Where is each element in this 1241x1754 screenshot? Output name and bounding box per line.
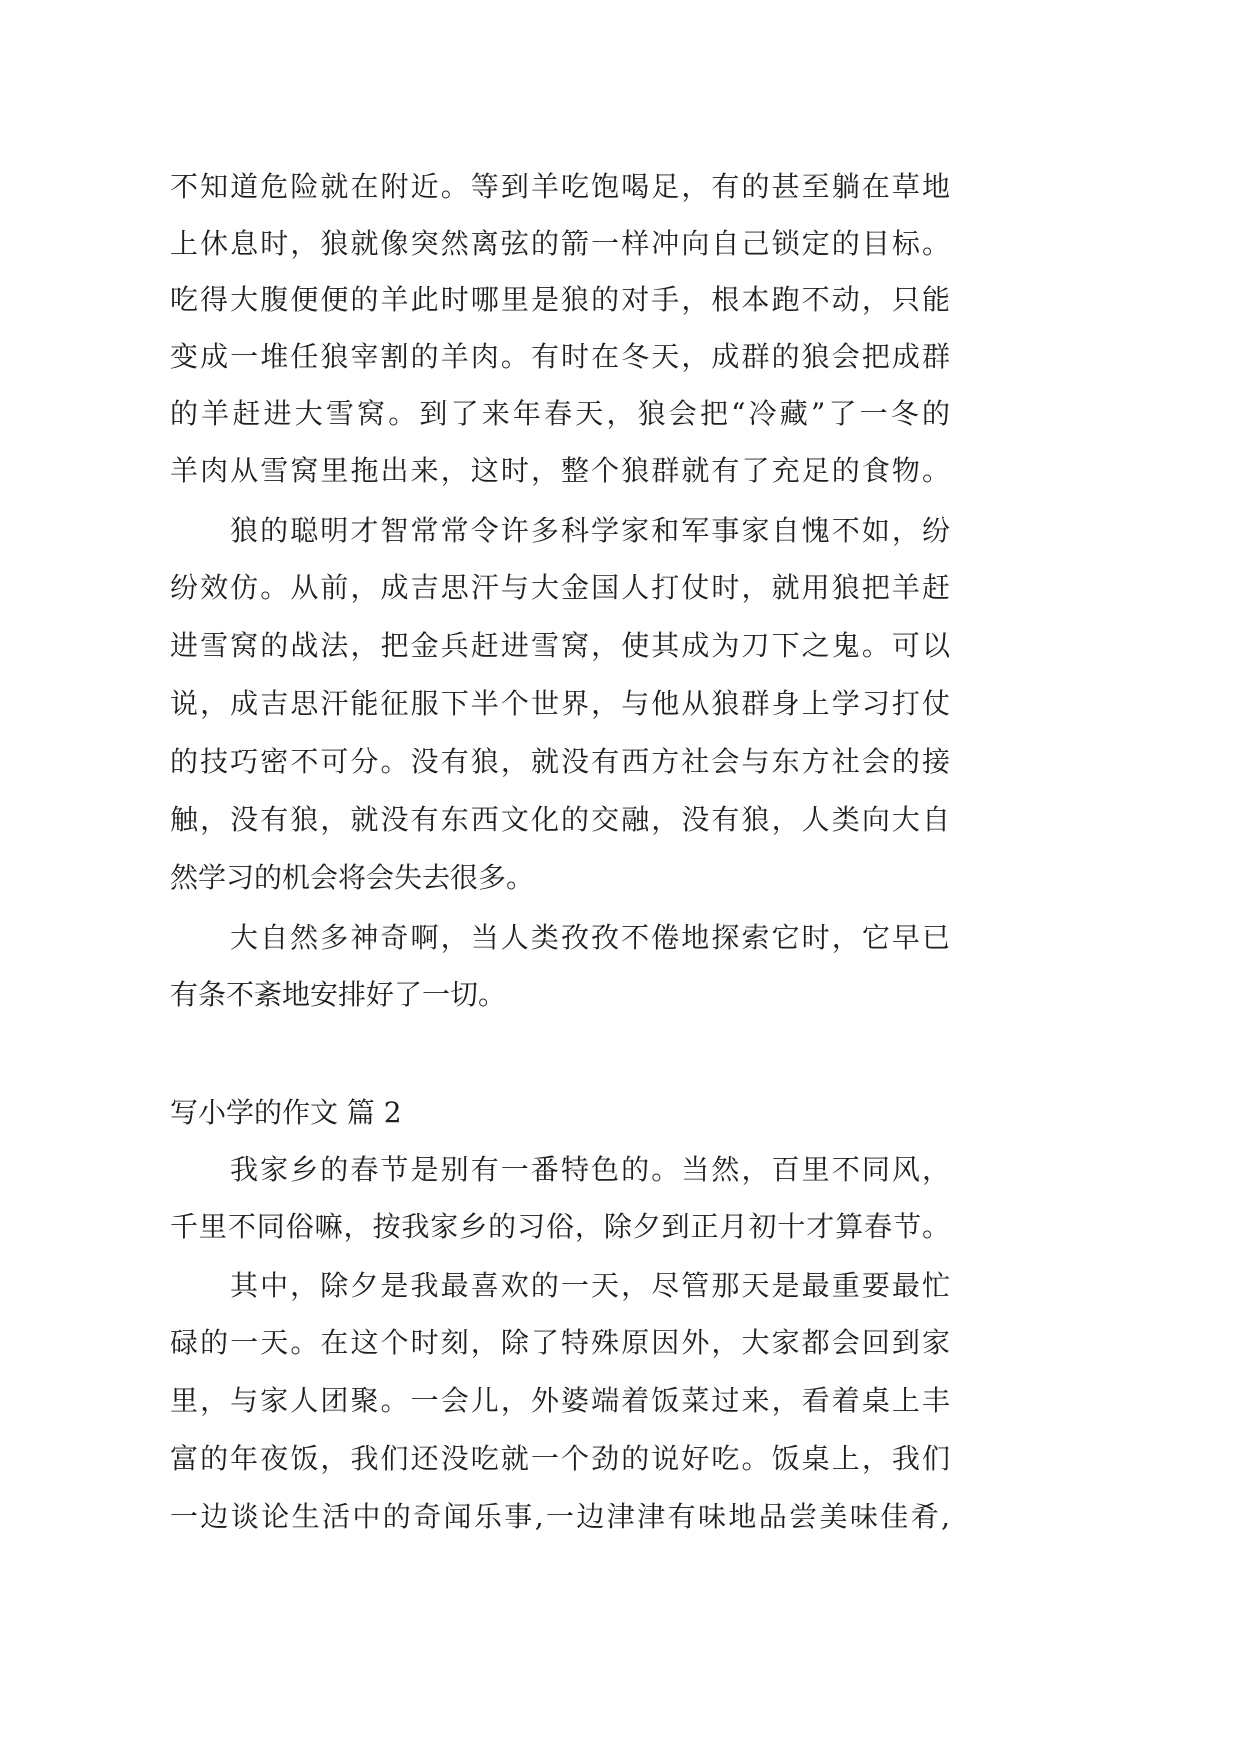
- text-line: 的技巧密不可分。没有狼，就没有西方社会与东方社会的接: [170, 745, 950, 778]
- text-line: 说，成吉思汗能征服下半个世界，与他从狼群身上学习打仗: [170, 687, 950, 720]
- text-line: 碌的一天。在这个时刻，除了特殊原因外，大家都会回到家: [170, 1326, 950, 1359]
- text-line: 狼的聪明才智常常令许多科学家和军事家自愧不如，纷: [230, 514, 950, 547]
- text-line: 上休息时，狼就像突然离弦的箭一样冲向自己锁定的目标。: [170, 227, 950, 260]
- text-line: 大自然多神奇啊，当人类孜孜不倦地探索它时，它早已: [230, 921, 950, 954]
- section-heading: 写小学的作文 篇 2: [170, 1096, 402, 1129]
- text-line: 的羊赶进大雪窝。到了来年春天，狼会把“冷藏”了一冬的: [170, 397, 950, 430]
- text-line: 一边谈论生活中的奇闻乐事,一边津津有味地品尝美味佳肴,: [170, 1500, 950, 1533]
- text-line: 有条不紊地安排好了一切。: [170, 978, 507, 1011]
- text-line: 里，与家人团聚。一会儿，外婆端着饭菜过来，看着桌上丰: [170, 1384, 950, 1417]
- text-line: 吃得大腹便便的羊此时哪里是狼的对手，根本跑不动，只能: [170, 283, 950, 316]
- text-line: 羊肉从雪窝里拖出来，这时，整个狼群就有了充足的食物。: [170, 454, 950, 487]
- text-line: 富的年夜饭，我们还没吃就一个劲的说好吃。饭桌上，我们: [170, 1442, 950, 1475]
- text-line: 进雪窝的战法，把金兵赶进雪窝，使其成为刀下之鬼。可以: [170, 629, 950, 662]
- text-line: 触，没有狼，就没有东西文化的交融，没有狼，人类向大自: [170, 803, 950, 836]
- text-line: 千里不同俗嘛，按我家乡的习俗，除夕到正月初十才算春节。: [170, 1210, 950, 1243]
- text-line: 不知道危险就在附近。等到羊吃饱喝足，有的甚至躺在草地: [170, 170, 950, 203]
- text-line: 其中，除夕是我最喜欢的一天，尽管那天是最重要最忙: [230, 1269, 950, 1302]
- text-line: 然学习的机会将会失去很多。: [170, 861, 535, 894]
- text-line: 我家乡的春节是别有一番特色的。当然，百里不同风，: [230, 1153, 950, 1186]
- text-line: 纷效仿。从前，成吉思汗与大金国人打仗时，就用狼把羊赶: [170, 571, 950, 604]
- text-line: 变成一堆任狼宰割的羊肉。有时在冬天，成群的狼会把成群: [170, 340, 950, 373]
